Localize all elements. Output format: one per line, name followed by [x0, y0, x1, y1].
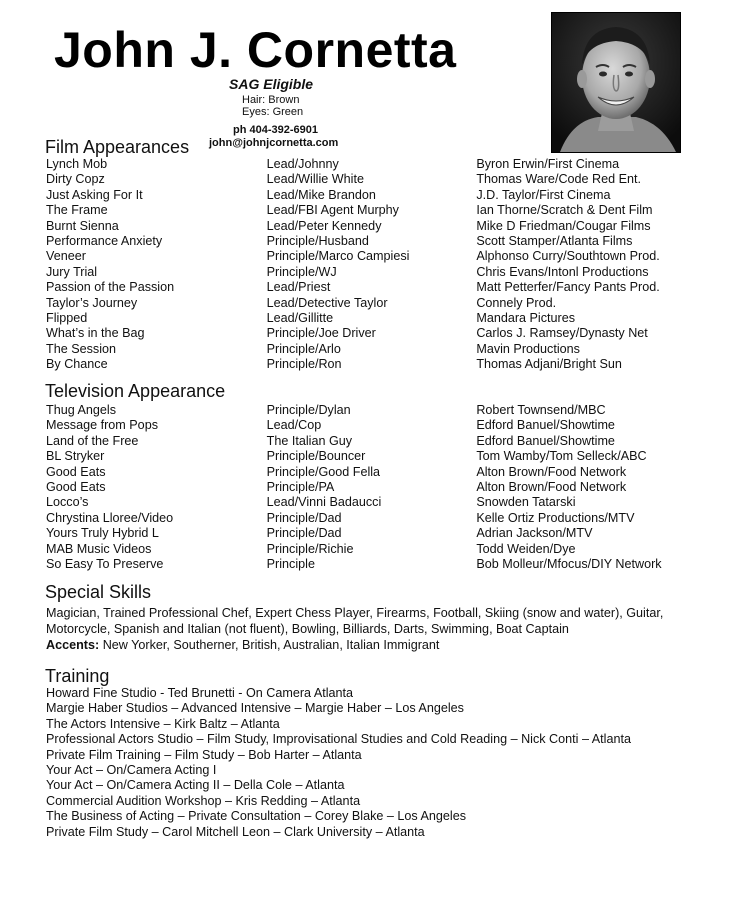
- tv-title: Good Eats: [46, 479, 106, 494]
- headshot-photo: [551, 12, 681, 153]
- tv-producer: Kelle Ortiz Productions/MTV: [476, 510, 635, 525]
- tv-title: MAB Music Videos: [46, 541, 152, 556]
- tv-role: Principle/Richie: [266, 541, 354, 556]
- tv-producer: Alton Brown/Food Network: [476, 464, 627, 479]
- film-heading: Film Appearances: [45, 137, 190, 157]
- film-role: Lead/Mike Brandon: [266, 187, 376, 202]
- tv-producer: Todd Weiden/Dye: [476, 541, 576, 556]
- film-role: Principle/Ron: [266, 357, 342, 372]
- film-producer: Alphonso Curry/Southtown Prod.: [476, 249, 660, 264]
- accents-line: [46, 637, 726, 653]
- phone-number: ph 404-392-6901: [233, 124, 318, 136]
- training-item: Your Act – On/Camera Acting II – Della Cole – Atlanta: [46, 778, 345, 793]
- tv-row: [46, 449, 696, 464]
- film-role: Principle/Husband: [266, 233, 369, 248]
- film-title: By Chance: [46, 357, 108, 372]
- film-row: [46, 311, 696, 326]
- tv-heading: Television Appearance: [45, 381, 226, 401]
- tv-title: Locco’s: [46, 495, 89, 510]
- film-row: [46, 157, 696, 172]
- film-role: Principle/Arlo: [266, 341, 341, 356]
- training-item: Commercial Audition Workshop – Kris Redding – Atlanta: [46, 793, 361, 808]
- film-title: Veneer: [46, 249, 86, 264]
- tv-producer: Robert Townsend/MBC: [476, 403, 606, 417]
- tv-title: Thug Angels: [46, 403, 117, 417]
- film-role: Principle/WJ: [266, 264, 337, 279]
- training-item: Your Act – On/Camera Acting I: [46, 763, 217, 778]
- union-status: SAG Eligible: [229, 76, 314, 92]
- accents-value: New Yorker, Southerner, British, Australian, Italian Immigrant: [102, 638, 440, 652]
- tv-title: Good Eats: [46, 464, 106, 479]
- tv-producer: Bob Molleur/Mfocus/DIY Network: [476, 556, 662, 571]
- eye-color: Eyes: Green: [242, 106, 304, 118]
- film-producer: Matt Petterfer/Fancy Pants Prod.: [476, 280, 660, 295]
- tv-title: Chrystina Lloree/Video: [46, 510, 174, 525]
- film-role: Lead/Priest: [266, 280, 331, 295]
- training-item: Howard Fine Studio - Ted Brunetti - On Camera Atlanta: [46, 686, 354, 700]
- film-row: [46, 296, 696, 311]
- film-title: Performance Anxiety: [46, 233, 163, 248]
- tv-row: [46, 403, 696, 418]
- film-role: Lead/Gillitte: [266, 310, 334, 325]
- film-producer: J.D. Taylor/First Cinema: [476, 187, 611, 202]
- training-item: The Business of Acting – Private Consultation – Corey Blake – Los Angeles: [46, 809, 467, 824]
- film-title: Taylor’s Journey: [46, 295, 138, 310]
- film-row: [46, 234, 696, 249]
- film-role: Lead/FBI Agent Murphy: [266, 203, 399, 218]
- tv-row: [46, 495, 696, 510]
- tv-row: [46, 480, 696, 495]
- film-producer: Ian Thorne/Scratch & Dent Film: [476, 203, 653, 218]
- film-title: The Session: [46, 341, 117, 356]
- film-producer: Mandara Pictures: [476, 310, 576, 325]
- film-producer: Chris Evans/Intonl Productions: [476, 264, 649, 279]
- film-producer: Mavin Productions: [476, 341, 580, 356]
- film-row: [46, 188, 696, 203]
- film-title: Jury Trial: [46, 264, 98, 279]
- film-producer: Scott Stamper/Atlanta Films: [476, 233, 633, 248]
- tv-role: Principle/Bouncer: [266, 449, 366, 464]
- film-row: [46, 280, 696, 295]
- tv-role: Principle/Good Fella: [266, 464, 381, 479]
- tv-producer: Adrian Jackson/MTV: [476, 526, 593, 541]
- tv-role: Lead/Vinni Badaucci: [266, 495, 382, 510]
- film-role: Lead/Willie White: [266, 172, 364, 187]
- film-producer: Mike D Friedman/Cougar Films: [476, 218, 651, 233]
- tv-role: Principle/PA: [266, 479, 335, 494]
- tv-producer: Edford Banuel/Showtime: [476, 418, 615, 433]
- training-item: The Actors Intensive – Kirk Baltz – Atlanta: [46, 716, 280, 731]
- film-row: [46, 357, 696, 372]
- tv-row: [46, 526, 696, 541]
- tv-row: [46, 542, 696, 557]
- tv-role: Principle/Dylan: [266, 403, 351, 417]
- tv-row: [46, 511, 696, 526]
- tv-title: Land of the Free: [46, 433, 139, 448]
- film-title: The Frame: [46, 203, 108, 218]
- tv-title: BL Stryker: [46, 449, 105, 464]
- film-producer: Byron Erwin/First Cinema: [476, 157, 620, 171]
- tv-row: [46, 557, 696, 572]
- tv-row: [46, 434, 696, 449]
- tv-title: Message from Pops: [46, 418, 158, 433]
- film-title: Dirty Copz: [46, 172, 105, 187]
- film-title: Flipped: [46, 310, 88, 325]
- film-title: Burnt Sienna: [46, 218, 119, 233]
- skills-line: Magician, Trained Professional Chef, Expert Chess Player, Firearms, Football, Skiing (snow and water), Guitar,: [46, 606, 664, 620]
- film-producer: Thomas Adjani/Bright Sun: [476, 357, 622, 372]
- film-row: [46, 249, 696, 264]
- headshot-image: [552, 13, 680, 152]
- actor-name: John J. Cornetta: [54, 22, 457, 78]
- film-credits: [46, 157, 696, 372]
- skills-line: Motorcycle, Spanish and Italian (not fluent), Bowling, Billiards, Darts, Swimming, Boat Captain: [46, 622, 569, 636]
- film-title: Lynch Mob: [46, 157, 108, 171]
- film-title: What’s in the Bag: [46, 326, 145, 341]
- film-role: Lead/Detective Taylor: [266, 295, 388, 310]
- film-role: Principle/Marco Campiesi: [266, 249, 410, 264]
- film-row: [46, 172, 696, 187]
- tv-producer: Edford Banuel/Showtime: [476, 433, 615, 448]
- skills-list: [46, 605, 726, 653]
- tv-role: Principle/Dad: [266, 510, 342, 525]
- film-title: Passion of the Passion: [46, 280, 175, 295]
- tv-title: So Easy To Preserve: [46, 556, 164, 571]
- tv-row: [46, 465, 696, 480]
- training-item: Private Film Training – Film Study – Bob Harter – Atlanta: [46, 747, 362, 762]
- tv-role: The Italian Guy: [266, 433, 353, 448]
- tv-producer: Snowden Tatarski: [476, 495, 576, 510]
- hair-color: Hair: Brown: [242, 94, 300, 106]
- film-role: Lead/Johnny: [266, 157, 339, 171]
- training-list: [46, 686, 631, 840]
- film-producer: Thomas Ware/Code Red Ent.: [476, 172, 642, 187]
- film-row: [46, 265, 696, 280]
- tv-role: Principle: [266, 556, 315, 571]
- film-role: Lead/Peter Kennedy: [266, 218, 382, 233]
- tv-producer: Tom Wamby/Tom Selleck/ABC: [476, 449, 647, 464]
- tv-producer: Alton Brown/Food Network: [476, 479, 627, 494]
- film-producer: Connely Prod.: [476, 295, 557, 310]
- email-address: john@johnjcornetta.com: [209, 137, 339, 149]
- training-heading: Training: [45, 666, 110, 686]
- training-item: Margie Haber Studios – Advanced Intensive – Margie Haber – Los Angeles: [46, 701, 464, 716]
- skills-heading: Special Skills: [45, 582, 152, 602]
- accents-label: Accents:: [46, 638, 100, 652]
- film-row: [46, 326, 696, 341]
- film-row: [46, 342, 696, 357]
- film-title: Just Asking For It: [46, 187, 143, 202]
- tv-credits: [46, 403, 696, 572]
- film-row: [46, 219, 696, 234]
- tv-role: Lead/Cop: [266, 418, 322, 433]
- tv-row: [46, 418, 696, 433]
- tv-role: Principle/Dad: [266, 526, 342, 541]
- training-item: Professional Actors Studio – Film Study, Improvisational Studies and Cold Reading – Nick Conti – Atlanta: [46, 732, 631, 747]
- tv-title: Yours Truly Hybrid L: [46, 526, 159, 541]
- film-role: Principle/Joe Driver: [266, 326, 376, 341]
- training-item: Private Film Study – Carol Mitchell Leon – Clark University – Atlanta: [46, 824, 425, 839]
- film-row: [46, 203, 696, 218]
- film-producer: Carlos J. Ramsey/Dynasty Net: [476, 326, 648, 341]
